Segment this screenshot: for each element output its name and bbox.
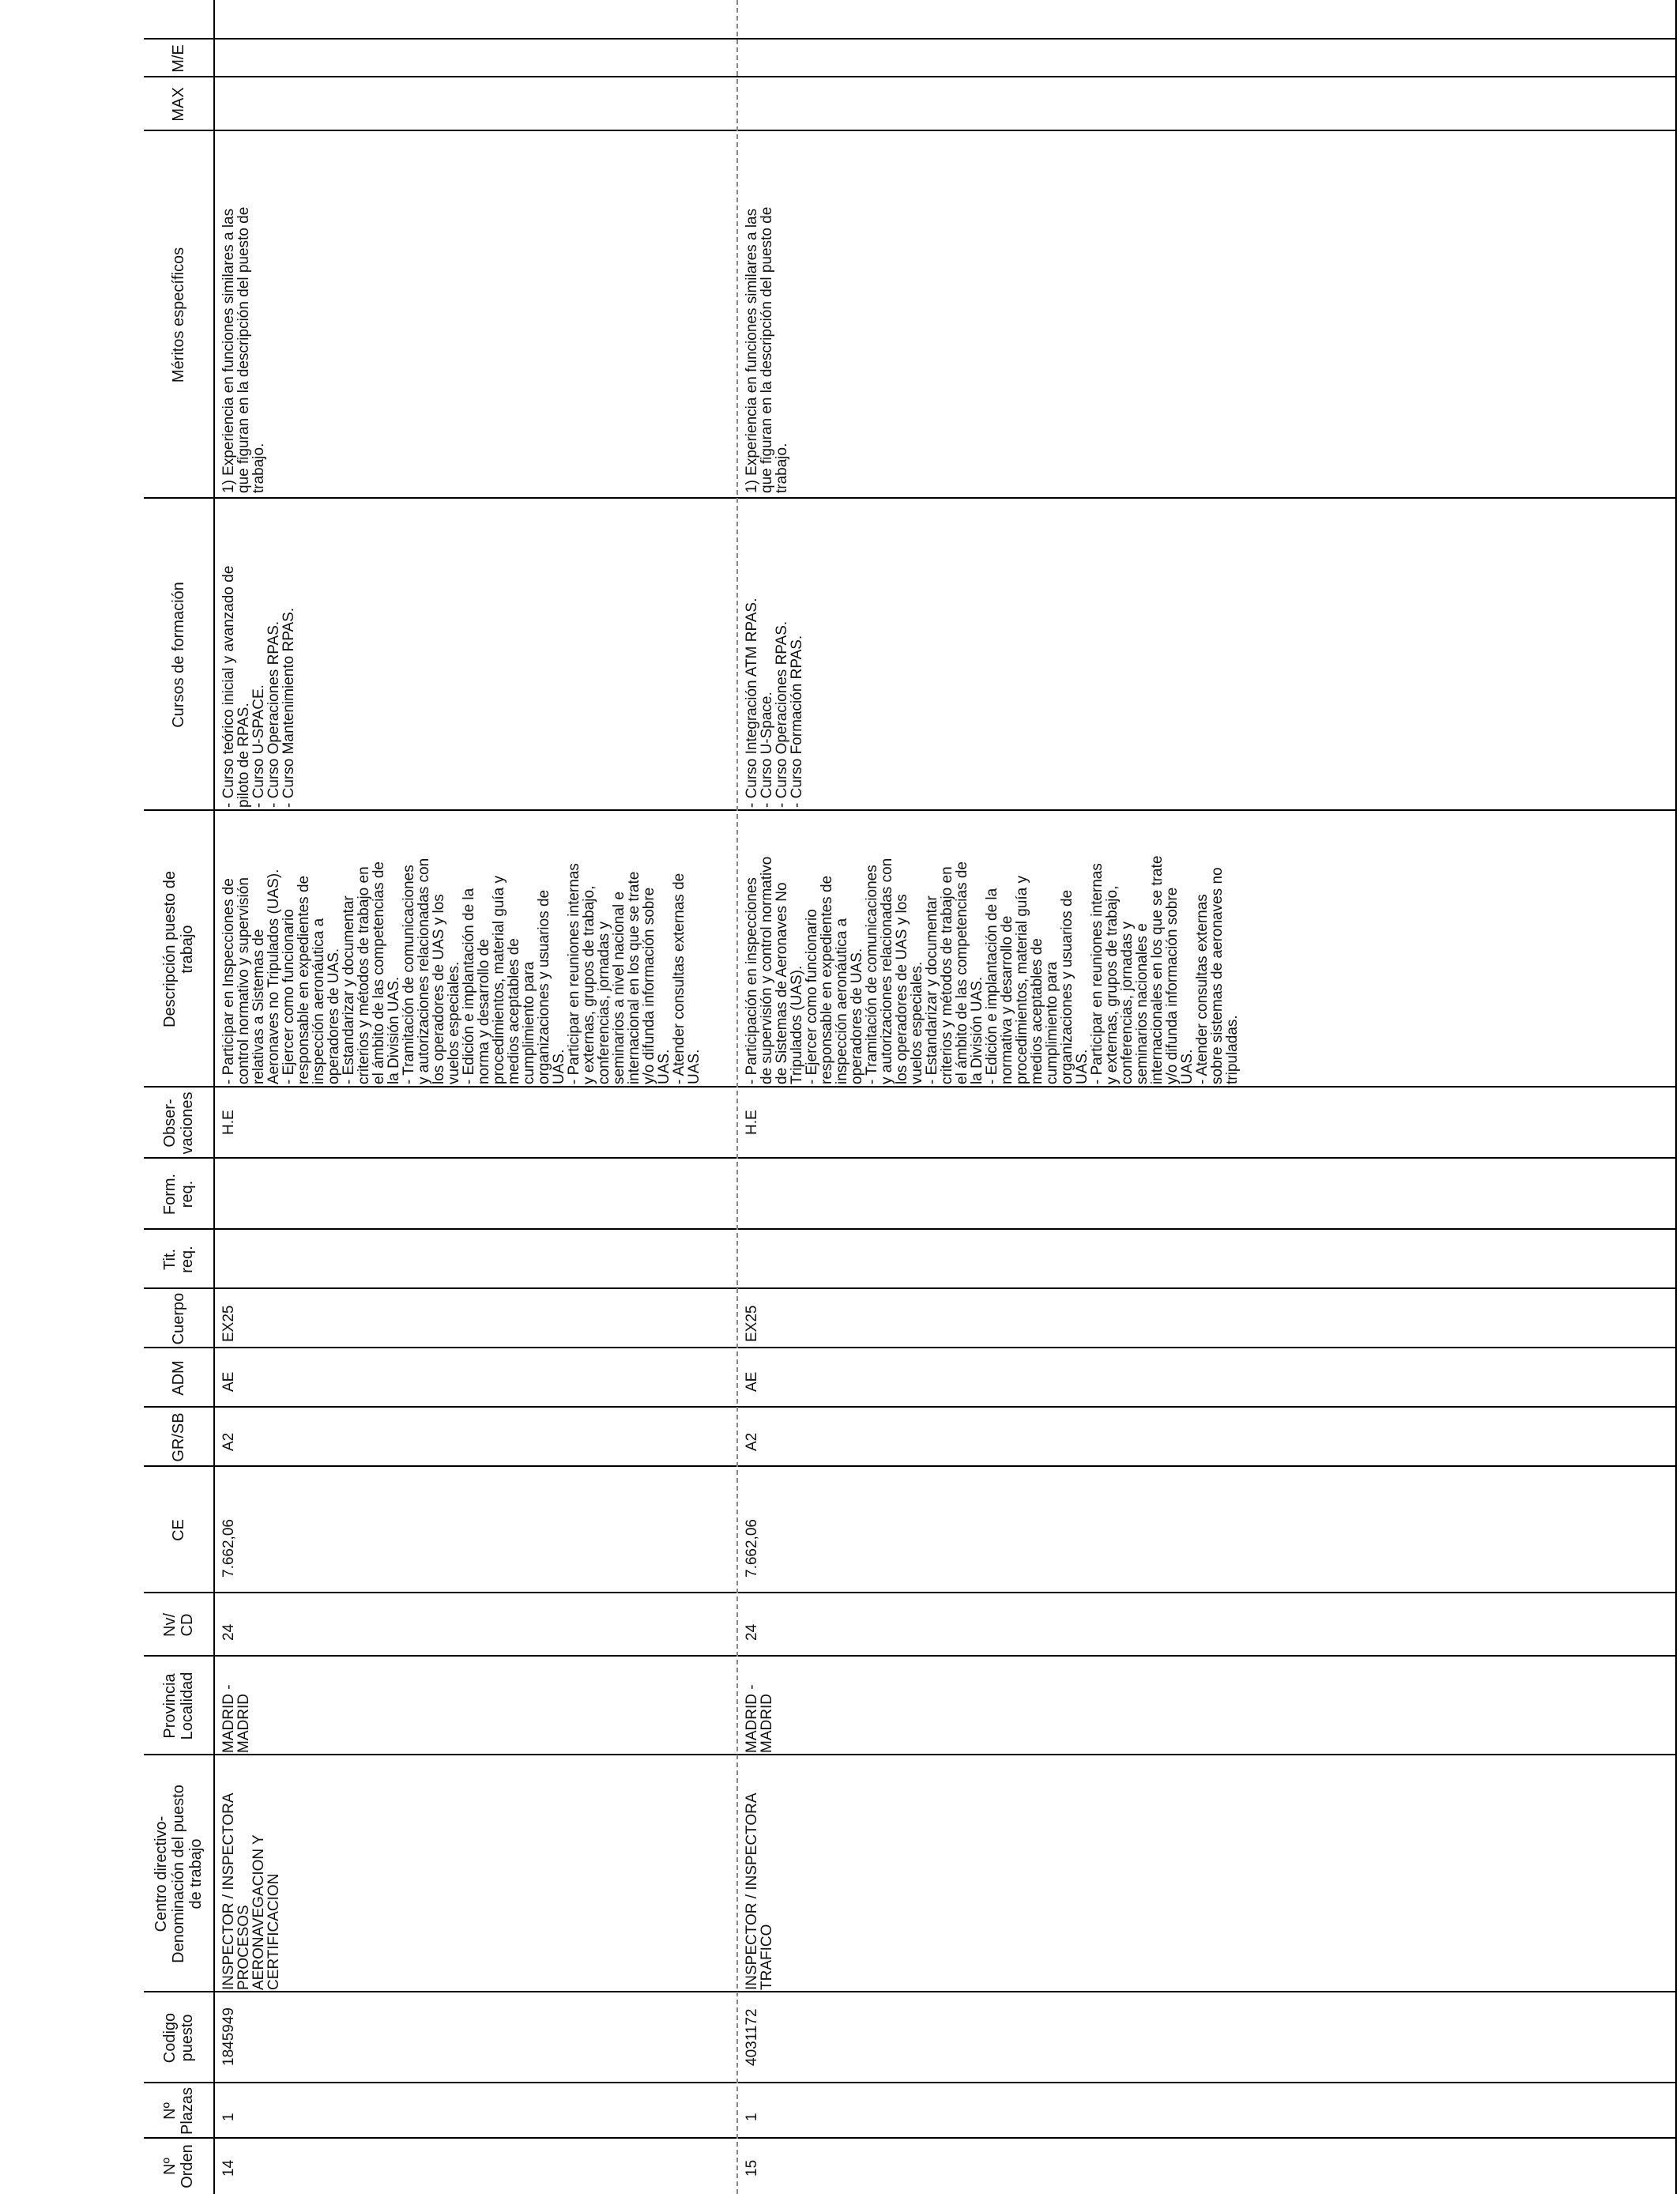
cell-codigo: 1845949 [220,2007,237,2066]
cell-plazas: 1 [220,2113,237,2121]
cell-orden: 15 [744,2159,760,2177]
cell-observaciones: H.E [220,1110,237,1135]
cell-titulacion [215,1231,221,1285]
cell-descripcion: - Participar en Inspecciones de control normativo y supervisión relativas a Sistemas de Aeronaves no Tripulados (UAS). - Ejercer como funcionario responsable en expedientes de inspección aeronáutica a operadores de UAS. - Estandarizar y documentar criterios y métodos de trabajo en el ámbito de las competencias de la División UAS. - Tramitación de comunicaciones y autorizaciones relacionadas con los operadores de UAS y los vuelos especiales. - Edición e implantación de la norma y desarrollo de procedimientos, material guía y medios aceptables de cumplimiento para organizaciones y usuarios de UAS. - Participar en reuniones internas y externas, grupos de trabajo, conferencias, jornadas y seminarios a nivel nacional e internacional en los que se trate y/o difunda información sobre UAS. - Atender consultas externas de UAS. [220,858,703,1084]
cell-me [738,41,744,74]
cell-provincia: MADRID - MADRID [220,1684,252,1753]
header-nivel: Nv/ CD [161,1613,196,1637]
header-titulacion: Tit. req. [161,1246,196,1273]
cell-centro: INSPECTOR / INSPECTORA TRAFICO [744,1793,775,1990]
cell-max [738,79,744,128]
cell-meritos: 1) Experiencia en funciones similares a las que figuran en la descripción del puesto de trabajo. [220,206,267,493]
cell-cursos: - Curso teórico inicial y avanzado de piloto de RPAS. - Curso U-SPACE. - Curso Operaciones RPAS. - Curso Mantenimiento RPAS. [220,565,297,808]
cell-cuerpo: EX25 [220,1305,237,1342]
cell-plazas: 1 [744,2113,760,2121]
cell-observaciones: H.E [744,1110,760,1135]
cell-cuerpo: EX25 [744,1305,760,1342]
header-plazas: Nº Plazas [161,2087,196,2136]
table-row [738,0,1260,2194]
header-meritos: Méritos específicos [170,247,187,383]
header-observaciones: Obser- vaciones [161,1091,196,1155]
cell-adm: AE [220,1371,237,1392]
header-orden: Nº Orden [161,2144,196,2188]
cell-adm: AE [744,1371,760,1392]
table-bottom-border [1675,0,1677,2194]
table-row [215,0,736,2194]
cell-centro: INSPECTOR / INSPECTORA PROCESOS AERONAVEGACION Y CERTIFICACION [220,1793,282,1990]
table-header [144,0,215,2194]
header-grupo: GR/SB [170,1412,187,1462]
cell-ce: 7.662,06 [744,1519,760,1578]
header-descripcion: Descripción puesto de trabajo [161,871,196,1027]
cell-codigo: 4031172 [744,2008,760,2066]
cell-formacion [215,1160,221,1226]
personnel-table [144,0,1677,2194]
header-codigo: Codigo puesto [161,2012,196,2064]
cell-nivel: 24 [220,1623,237,1641]
header-cuerpo: Cuerpo [170,1292,187,1345]
cell-orden: 14 [220,2159,237,2177]
cell-nivel: 24 [744,1623,760,1641]
header-centro: Centro directivo- Denominación del puesto de trabajo [153,1785,205,1963]
header-adm: ADM [170,1360,187,1396]
cell-descripcion: - Participación en inspecciones de supervisión y control normativo de Sistemas de Aeronaves No Tripulados (UAS). - Ejercer como funcionario responsable en expedientes de inspección aeronáutica a operadores de UAS. - Tramitación de comunicaciones y autorizaciones relacionadas con los operadores de UAS y los vuelos especiales. - Estandarizar y documentar criterios y métodos de trabajo en el ámbito de las competencias de la División UAS. - Edición e implantación de la normativa y desarrollo de procedimientos, material guía y medios aceptables de cumplimiento para organizaciones y usuarios de UAS. - Participar en reuniones internas y externas, grupos de trabajo, conferencias, jornadas y seminarios nacionales e internacionales en los que se trate y/o difunda información sobre UAS. - Atender consultas externas sobre sistemas de aeronaves no tripuladas. [744,855,1241,1084]
header-me: M/E [170,44,187,73]
header-max: MAX [170,87,187,122]
header-formacion: Form. req. [161,1173,196,1216]
cell-provincia: MADRID - MADRID [744,1684,775,1753]
cell-formacion [738,1160,744,1226]
cell-ce: 7.662,06 [220,1519,237,1578]
header-cursos: Cursos de formación [170,582,187,728]
cell-meritos: 1) Experiencia en funciones similares a las que figuran en la descripción del puesto de trabajo. [744,206,790,493]
header-provincia: Provincia Localidad [161,1672,196,1740]
cell-me [215,41,221,74]
cell-grupo: A2 [744,1432,760,1451]
cell-max [215,79,221,128]
cell-grupo: A2 [220,1432,237,1451]
cell-titulacion [738,1231,744,1285]
header-ce: CE [170,1519,187,1541]
cell-cursos: - Curso Integración ATM RPAS. - Curso U-Space. - Curso Operaciones RPAS. - Curso Formación RPAS. [744,598,805,808]
